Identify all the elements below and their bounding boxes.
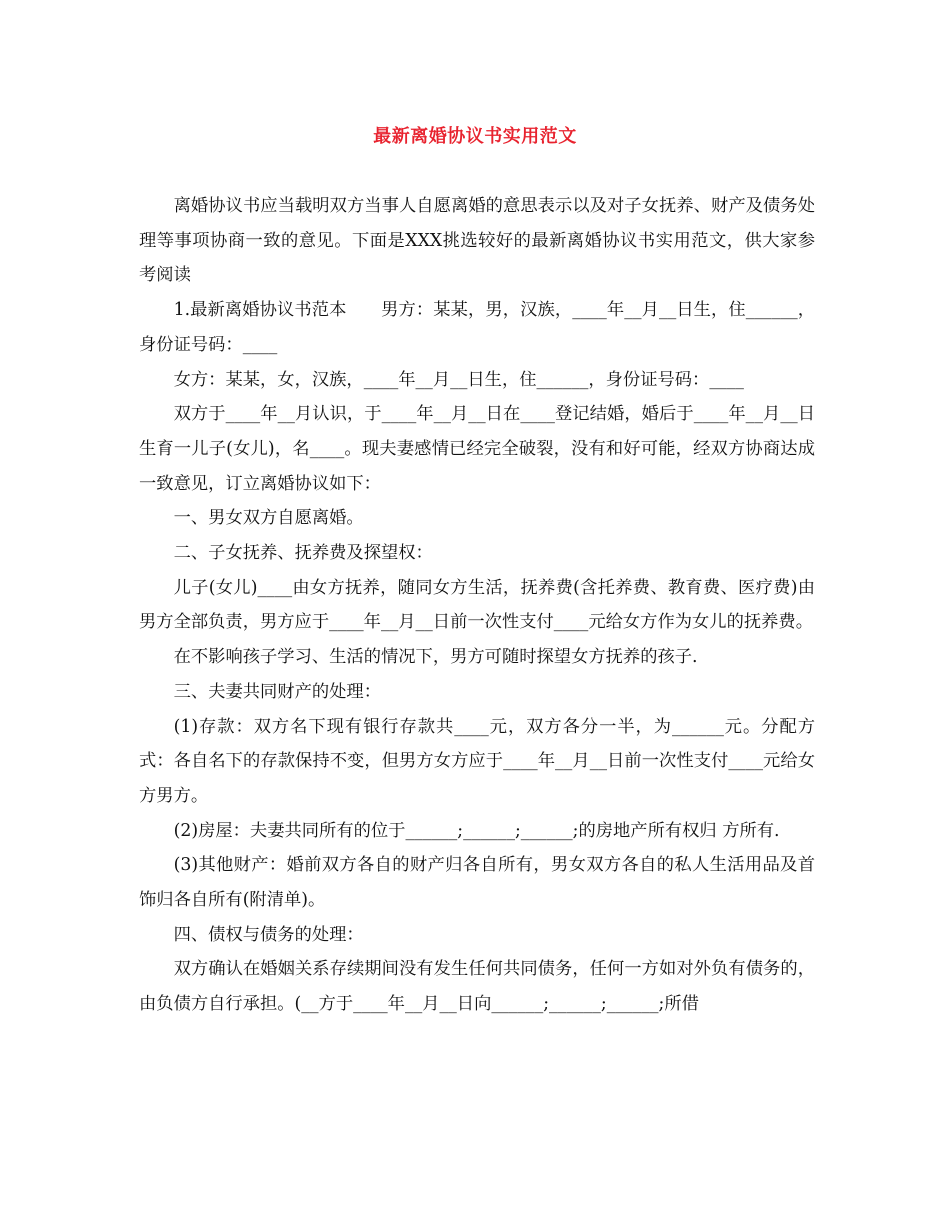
paragraph: 四、债权与债务的处理：: [173, 924, 364, 945]
paragraph: 在不影响孩子学习、生活的情况下，男方可随时探望女方抚养的孩子.: [173, 647, 698, 668]
paragraph: 双方确认在婚姻关系存续期间没有发生任何共同债务，任何一方如对外负有债务的，由负债方自行承担。(__方于____年__月__日向______;______;______;所借: [139, 959, 815, 1015]
paragraph: 二、子女抚养、抚养费及探望权：: [173, 543, 433, 564]
paragraph: (1)存款：双方名下现有银行存款共____元，双方各分一半，为______元。分配方式：各自名下的存款保持不变，但男方女方应于____年__月__日前一次性支付____元给女方男方。: [139, 716, 815, 806]
paragraph: 离婚协议书应当载明双方当事人自愿离婚的意思表示以及对子女抚养、财产及债务处理等事项协商一致的意见。下面是XXX挑选较好的最新离婚协议书实用范文，供大家参考阅读: [139, 196, 815, 286]
paragraph: 儿子(女儿)____由女方抚养，随同女方生活，抚养费(含托养费、教育费、医疗费)由男方全部负责，男方应于____年__月__日前一次性支付____元给女方作为女儿的抚养费。: [139, 577, 815, 633]
document-body: [139, 189, 815, 1022]
paragraph: 双方于____年__月认识，于____年__月__日在____登记结婚，婚后于____年__月__日生育一儿子(女儿)，名____。现夫妻感情已经完全破裂，没有和好可能，经双方协商达成一致意见，订立离婚协议如下：: [139, 404, 815, 494]
document-title: 最新离婚协议书实用范文: [373, 126, 577, 147]
paragraph: 1.最新离婚协议书范本 男方：某某，男，汉族，____年__月__日生，住______，身份证号码：____: [139, 300, 815, 355]
paragraph: (2)房屋：夫妻共同所有的位于______;______;______;的房地产所有权归 方所有.: [173, 820, 780, 841]
paragraph: 三、夫妻共同财产的处理：: [173, 681, 381, 702]
paragraph: 女方：某某，女，汉族，____年__月__日生，住______，身份证号码：____: [173, 369, 744, 390]
paragraph: (3)其他财产：婚前双方各自的财产归各自所有，男女双方各自的私人生活用品及首饰归各自所有(附清单)。: [139, 855, 815, 911]
paragraph: 一、男女双方自愿离婚。: [173, 508, 364, 529]
